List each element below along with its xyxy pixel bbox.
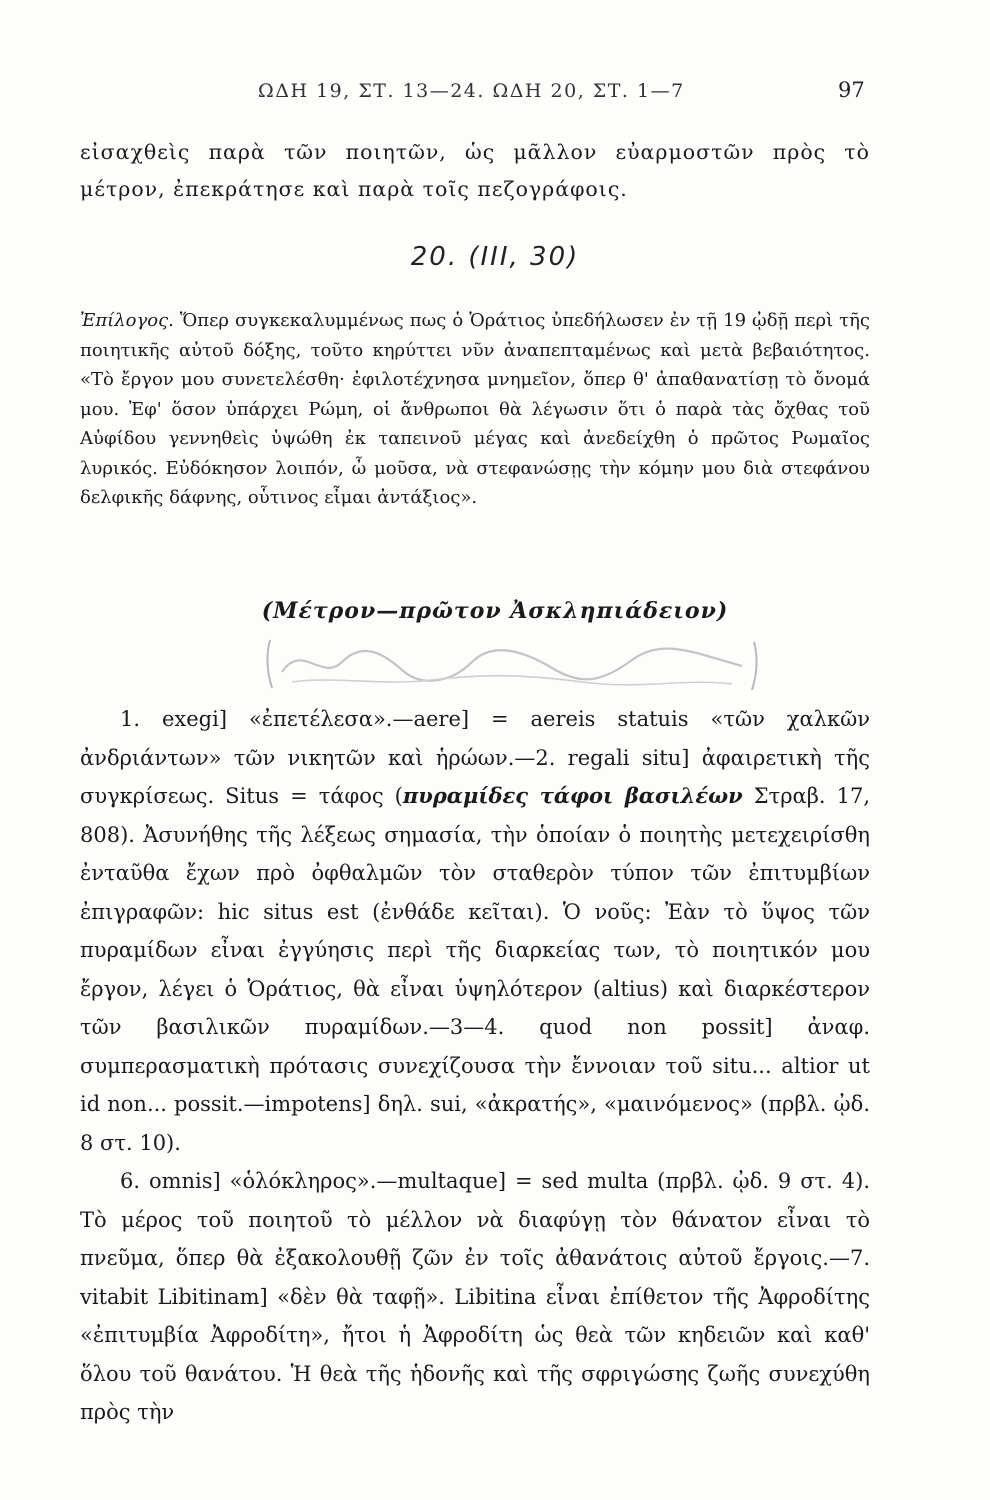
page-number: 97: [838, 78, 865, 102]
intro-paragraph: εἰσαχθεὶς παρὰ τῶν ποιητῶν, ὡς μᾶλλον εὐαρμοστῶν πρὸς τὸ μέτρον, ἐπεκράτησε καὶ παρὰ τοῖς πεζογράφοις.: [80, 140, 870, 201]
ode-title: 20. (III, 30): [410, 242, 580, 272]
commentary: [80, 700, 870, 1432]
commentary-1-emphasis: πυραμίδες τάφοι βασιλέων: [402, 783, 743, 808]
epilogue-lead: Ἐπίλογος.: [80, 310, 174, 331]
commentary-paragraph-1: [80, 700, 870, 1162]
epilogue-text: Ὅπερ συγκεκαλυμμένως πως ὁ Ὁράτιος ὑπεδήλωσεν ἐν τῇ 19 ᾠδῇ περὶ τῆς ποιητικῆς αὐτοῦ δόξης, τοῦτο κηρύττει νῦν ἀναπεπταμένως καὶ μετὰ βεβαιότητος. «Τὸ ἔργον μου συνετελέσθη· ἐφιλοτέχνησα μνημεῖον, ὅπερ θ' ἀπαθανατίσῃ τὸ ὄνομά μου. Ἐφ' ὅσον ὑπάρχει Ρώμη, οἱ ἄνθρωποι θὰ λέγωσιν ὅτι ὁ παρὰ τὰς ὄχθας τοῦ Αὐφίδου γεννηθεὶς ὑψώθη ἐκ ταπεινοῦ μέγας καὶ ἀνεδείχθη ὁ πρῶτος Ρωμαῖος λυρικός. Εὐδόκησον λοιπόν, ὦ μοῦσα, νὰ στεφανώσῃς τὴν κόμην μου διὰ στεφάνου δελφικῆς δάφνης, οὗτινος εἶμαι ἀντάξιος».: [80, 310, 870, 508]
commentary-paragraph-2: 6. omnis] «ὁλόκληρος».—multaque] = sed multa (πρβλ. ᾠδ. 9 στ. 4). Τὸ μέρος τοῦ ποιητοῦ τὸ μέλλον νὰ διαφύγῃ τὸν θάνατον εἶναι τὸ πνεῦμα, ὅπερ θὰ ἐξακολουθῇ ζῶν ἐν τοῖς ἀθανάτοις αὐτοῦ ἔργοις.—7. vitabit Libitinam] «δὲν θὰ ταφῇ». Libitina εἶναι ἐπίθετον τῆς Ἀφροδίτης «ἐπιτυμβία Ἀφροδίτη», ἤτοι ἡ Ἀφροδίτη ὡς θεὰ τῶν κηδειῶν καὶ καθ' ὅλου τοῦ θανάτου. Ἡ θεὰ τῆς ἡδονῆς καὶ τῆς σφριγώσης ζωῆς συνεχύθη πρὸς τὴν: [80, 1169, 870, 1424]
commentary-1-part-c: Στραβ. 17, 808). Ἀσυνήθης τῆς λέξεως σημασία, τὴν ὁποίαν ὁ ποιητὴς μετεχειρίσθη ἐνταῦθα ἔχων πρὸ ὀφθαλμῶν τὸν σταθερὸν τύπον τῶν ἐπιτυμβίων ἐπιγραφῶν: hic situs est (ἐνθάδε κεῖται). Ὁ νοῦς: Ἐὰν τὸ ὕψος τῶν πυραμίδων εἶναι ἐγγύησις περὶ τῆς διαρκείας των, τὸ ποιητικόν μου ἔργον, λέγει ὁ Ὁράτιος, θὰ εἶναι ὑψηλότερον (altius) καὶ διαρκέστερον τῶν βασιλικῶν πυραμίδων.—3—4. quod non possit] ἀναφ. συμπερασματικὴ πρότασις συνεχίζουσα τὴν ἔννοιαν τοῦ situ... altior ut id non... possit.—impotens] δηλ. sui, «ἀκρατής», «μαινόμενος» (πρβλ. ᾠδ. 8 στ. 10).: [80, 784, 870, 1155]
meter-heading: (Μέτρον—πρῶτον Ἀσκληπιάδειον): [261, 598, 729, 624]
running-header: ΩΔΗ 19, ΣΤ. 13—24. ΩΔΗ 20, ΣΤ. 1—7: [258, 80, 685, 102]
handwritten-annotation: [262, 632, 762, 694]
commentary-1-part-a: 1. exegi] «ἐπετέλεσα».—aere] = aereis statuis «τῶν χαλκῶν ἀνδριάντων» τῶν νικητῶν καὶ ἡρώων.—2. regali situ] ἀφαιρετικὴ τῆς συγκρίσεως. Situs = τάφος (: [80, 707, 870, 808]
epilogue-paragraph: [80, 306, 870, 513]
